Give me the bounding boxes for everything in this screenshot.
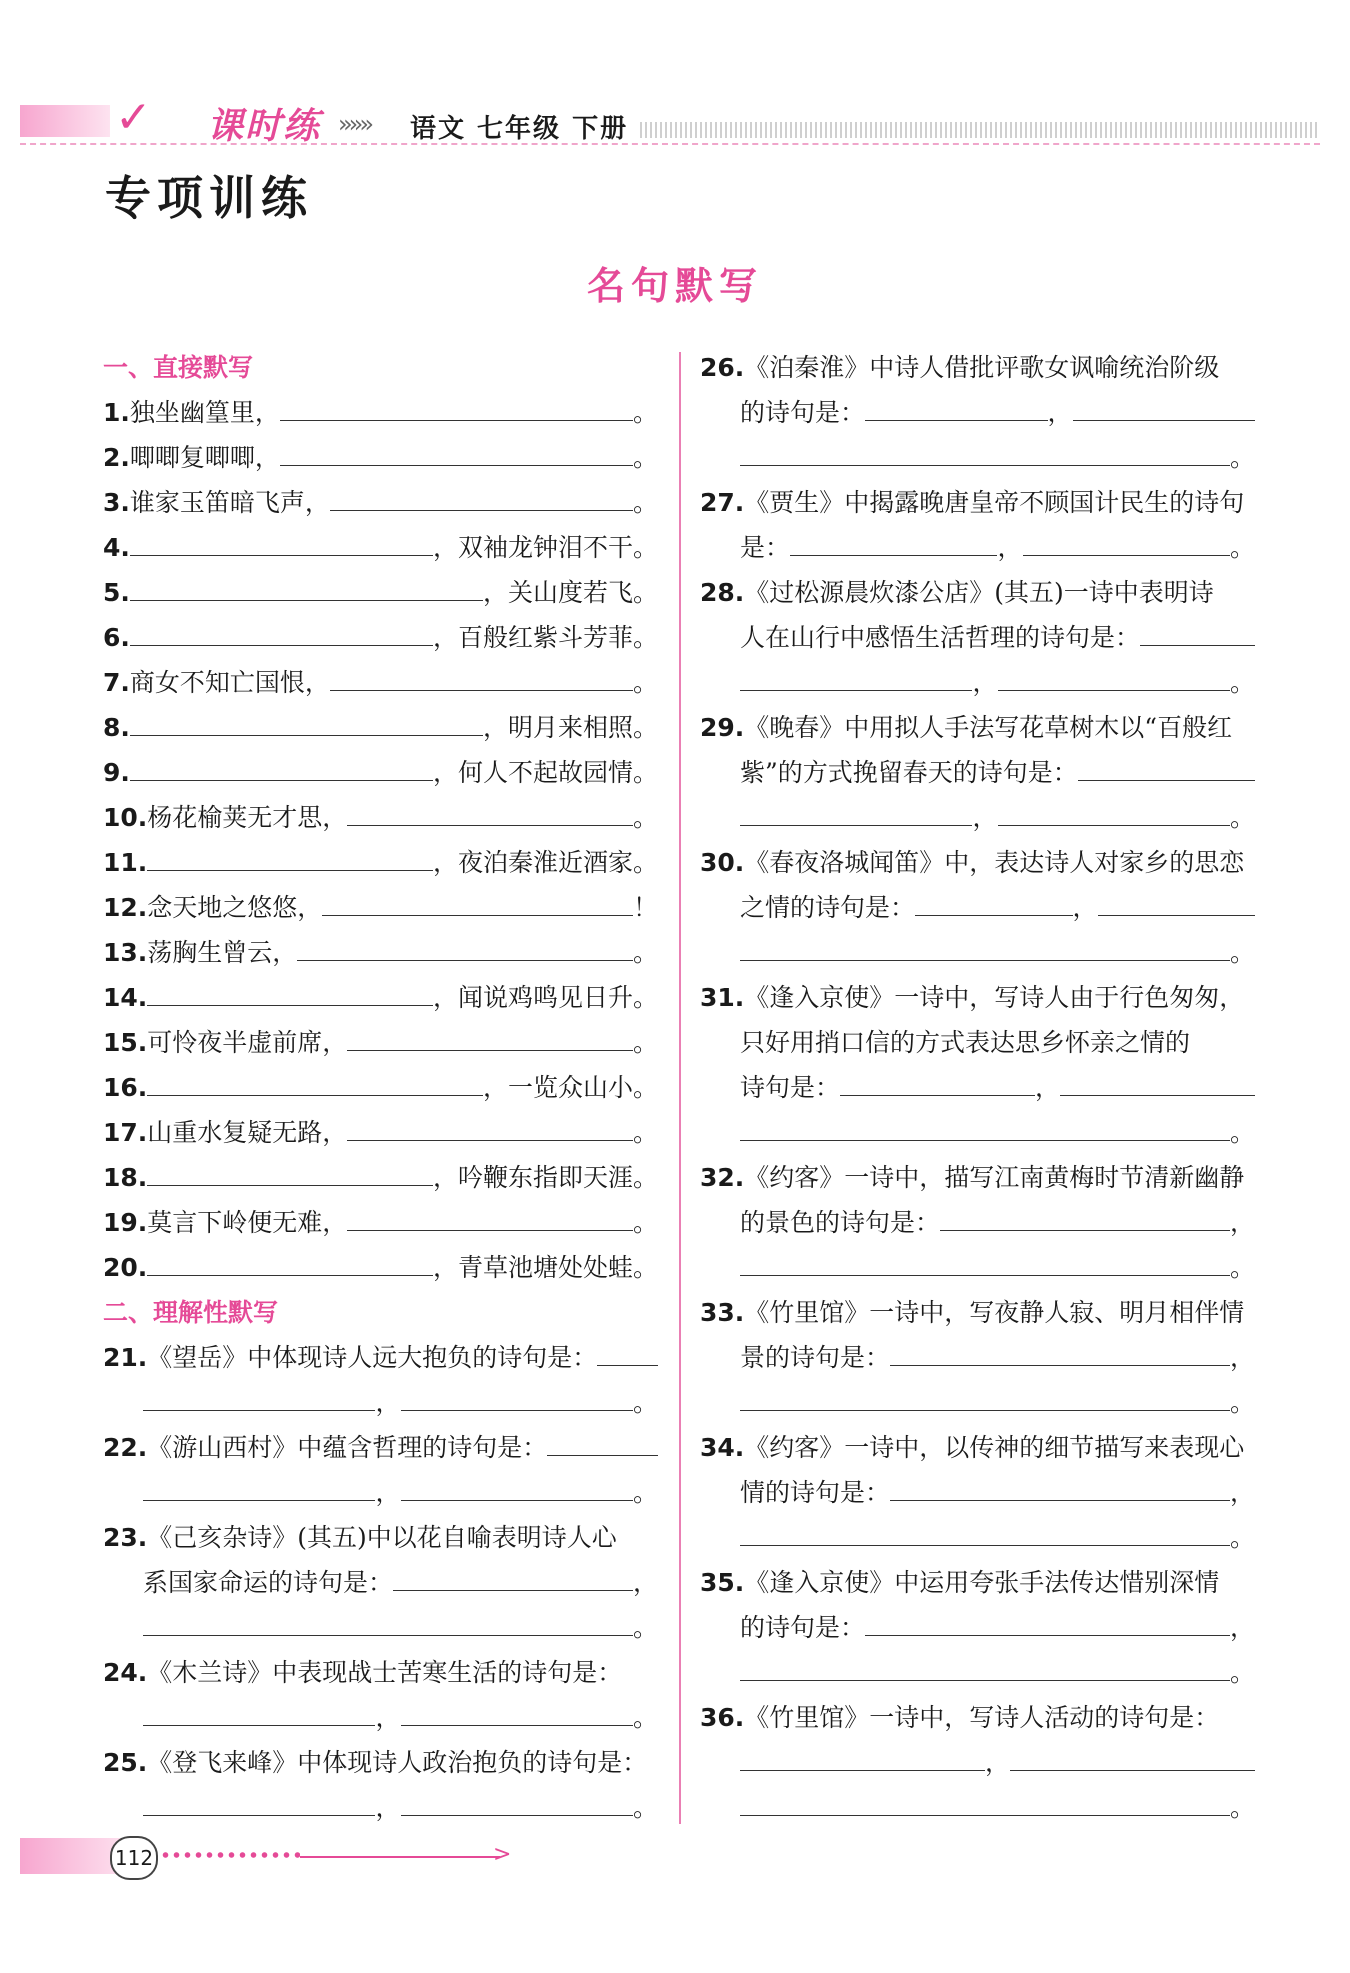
answer-blank[interactable] [740, 668, 972, 691]
question-line [103, 525, 668, 570]
question-number: 3. [103, 488, 130, 517]
question-text: 《约客》一诗中，以传神的细节描写来表现心 [744, 1433, 1245, 1462]
question-line [103, 1245, 668, 1290]
header-stripes [640, 122, 1320, 138]
question-text: 《游山西村》中蕴含哲理的诗句是： [147, 1433, 548, 1462]
brand-name: 课时练 [207, 106, 322, 147]
answer-blank[interactable] [147, 1163, 433, 1186]
question-continuation [700, 1245, 1260, 1290]
answer-blank[interactable] [130, 758, 433, 781]
question-text: 。 [1229, 1658, 1255, 1687]
question-number: 26. [700, 353, 745, 382]
question-continuation [700, 435, 1260, 480]
question-number: 6. [103, 623, 130, 652]
answer-blank[interactable] [401, 1388, 633, 1411]
question-continuation [700, 750, 1260, 795]
right-column [700, 345, 1260, 1830]
question-number: 31. [700, 983, 745, 1012]
question-line [103, 435, 668, 480]
question-text: 独坐幽篁里， [129, 398, 280, 427]
question-continuation [700, 795, 1260, 840]
footer-arrow-icon: > [493, 1842, 512, 1867]
left-column [103, 345, 668, 1830]
question-continuation [700, 525, 1260, 570]
answer-blank[interactable] [330, 488, 633, 511]
question-text: ！ [632, 893, 658, 922]
question-text: 。 [632, 443, 658, 472]
question-text: 。 [632, 1028, 658, 1057]
question-text: 。 [1229, 1523, 1255, 1552]
column-divider [679, 352, 681, 1824]
answer-blank[interactable] [790, 533, 997, 556]
question-text: ， [972, 668, 998, 697]
question-number: 11. [103, 848, 148, 877]
question-text: ，青草池塘处处蛙。 [432, 1253, 658, 1282]
question-number: 35. [700, 1568, 745, 1597]
question-line [700, 1560, 1260, 1605]
question-continuation [103, 1380, 668, 1425]
question-line [103, 615, 668, 660]
question-text: 的诗句是： [740, 398, 866, 427]
question-continuation [700, 390, 1260, 435]
question-text: 。 [632, 1613, 658, 1642]
answer-blank[interactable] [998, 668, 1230, 691]
answer-blank[interactable] [740, 1118, 1230, 1141]
answer-blank[interactable] [1073, 398, 1255, 421]
answer-blank[interactable] [143, 1478, 375, 1501]
question-text: 商女不知亡国恨， [129, 668, 330, 697]
answer-blank[interactable] [1140, 623, 1255, 646]
question-line [103, 1065, 668, 1110]
question-number: 8. [103, 713, 130, 742]
question-line [103, 1335, 668, 1380]
answer-blank[interactable] [740, 938, 1230, 961]
answer-blank[interactable] [143, 1613, 633, 1636]
question-text: 景的诗句是： [740, 1343, 891, 1372]
question-text: ，明月来相照。 [482, 713, 658, 742]
question-number: 13. [103, 938, 148, 967]
question-text: 。 [1229, 668, 1255, 697]
question-line [103, 1425, 668, 1470]
answer-blank[interactable] [740, 443, 1230, 466]
subsection-heading: 二、理解性默写 [103, 1298, 279, 1327]
page-number: 112 [110, 1836, 158, 1880]
answer-blank[interactable] [940, 1208, 1230, 1231]
question-text: 《己亥杂诗》(其五)中以花自喻表明诗人心 [147, 1523, 617, 1552]
question-continuation [700, 1785, 1260, 1830]
answer-blank[interactable] [297, 938, 633, 961]
question-line [103, 930, 668, 975]
brand-logo-icon: ✓ [115, 92, 152, 143]
question-continuation [700, 660, 1260, 705]
question-text: ， [1229, 1208, 1255, 1237]
header-band [20, 105, 110, 137]
answer-blank[interactable] [740, 1523, 1230, 1546]
answer-blank[interactable] [865, 1613, 1230, 1636]
question-continuation [700, 1380, 1260, 1425]
chevrons-icon: »»» [338, 110, 371, 138]
question-text: 《春夜洛城闻笛》中，表达诗人对家乡的思恋 [744, 848, 1245, 877]
footer-dots [160, 1852, 300, 1858]
question-number: 16. [103, 1073, 148, 1102]
answer-blank[interactable] [322, 893, 633, 916]
question-continuation [700, 1335, 1260, 1380]
question-number: 28. [700, 578, 745, 607]
question-text: 。 [632, 1208, 658, 1237]
question-continuation [700, 885, 1260, 930]
question-line [700, 1425, 1260, 1470]
answer-blank[interactable] [347, 803, 633, 826]
question-number: 1. [103, 398, 130, 427]
question-text: ，双袖龙钟泪不干。 [432, 533, 658, 562]
question-line [103, 1740, 668, 1785]
question-continuation [700, 615, 1260, 660]
question-text: 《竹里馆》一诗中，写夜静人寂、明月相伴情 [744, 1298, 1245, 1327]
question-line [700, 1155, 1260, 1200]
question-text: 念天地之悠悠， [147, 893, 323, 922]
answer-blank[interactable] [401, 1793, 633, 1816]
question-number: 33. [700, 1298, 745, 1327]
question-text: 《晚春》中用拟人手法写花草树木以“百般红 [744, 713, 1233, 742]
question-continuation [700, 1020, 1260, 1065]
question-number: 29. [700, 713, 745, 742]
answer-blank[interactable] [147, 848, 433, 871]
answer-blank[interactable] [740, 1748, 985, 1771]
question-number: 2. [103, 443, 130, 472]
question-text: 《泊秦淮》中诗人借批评歌女讽喻统治阶级 [744, 353, 1220, 382]
answer-blank[interactable] [280, 398, 633, 421]
question-text: 《逢入京使》一诗中，写诗人由于行色匆匆， [744, 983, 1245, 1012]
question-continuation [103, 1560, 668, 1605]
question-text: ， [1047, 398, 1073, 427]
question-continuation [700, 1605, 1260, 1650]
question-text: 。 [632, 398, 658, 427]
question-number: 27. [700, 488, 745, 517]
book-subject: 语文 七年级 下册 [410, 114, 629, 144]
question-line [103, 705, 668, 750]
question-line [103, 795, 668, 840]
question-text: 情的诗句是： [740, 1478, 891, 1507]
question-text: 。 [1229, 938, 1255, 967]
answer-blank[interactable] [143, 1388, 375, 1411]
question-line [103, 885, 668, 930]
question-text: 。 [1229, 803, 1255, 832]
question-text: ，一览众山小。 [482, 1073, 658, 1102]
question-line [700, 570, 1260, 615]
section-title: 名句默写 [586, 263, 763, 308]
question-line [103, 1110, 668, 1155]
answer-blank[interactable] [401, 1478, 633, 1501]
answer-blank[interactable] [915, 893, 1072, 916]
question-text: 。 [632, 1703, 658, 1732]
answer-blank[interactable] [347, 1028, 633, 1051]
question-text: 可怜夜半虚前席， [147, 1028, 348, 1057]
question-line [103, 975, 668, 1020]
question-text: 。 [632, 668, 658, 697]
question-continuation [103, 1605, 668, 1650]
question-text: 谁家玉笛暗飞声， [129, 488, 330, 517]
question-continuation [700, 1065, 1260, 1110]
answer-blank[interactable] [130, 533, 433, 556]
subsection-heading: 一、直接默写 [103, 353, 254, 382]
question-line [103, 660, 668, 705]
question-continuation [103, 1695, 668, 1740]
question-text: 。 [632, 803, 658, 832]
question-text: ， [1229, 1613, 1255, 1642]
question-text: ， [1229, 1478, 1255, 1507]
question-continuation [700, 1515, 1260, 1560]
question-number: 21. [103, 1343, 148, 1372]
question-text: ， [375, 1793, 401, 1822]
answer-blank[interactable] [740, 803, 972, 826]
question-line [103, 1515, 668, 1560]
question-text: 。 [1229, 1793, 1255, 1822]
page-title: 专项训练 [105, 171, 313, 225]
answer-blank[interactable] [147, 983, 433, 1006]
question-number: 7. [103, 668, 130, 697]
question-text: 。 [632, 1118, 658, 1147]
question-continuation [700, 1110, 1260, 1155]
answer-blank[interactable] [998, 803, 1230, 826]
question-continuation [103, 1470, 668, 1515]
question-text: 《贾生》中揭露晚唐皇帝不顾国计民生的诗句 [744, 488, 1245, 517]
question-line [103, 570, 668, 615]
question-number: 9. [103, 758, 130, 787]
question-text: 之情的诗句是： [740, 893, 916, 922]
question-number: 17. [103, 1118, 148, 1147]
question-text: 荡胸生曾云， [147, 938, 298, 967]
question-number: 34. [700, 1433, 745, 1462]
question-number: 10. [103, 803, 148, 832]
question-line [103, 840, 668, 885]
question-text: ，夜泊秦淮近酒家。 [432, 848, 658, 877]
question-number: 15. [103, 1028, 148, 1057]
question-line [103, 750, 668, 795]
question-text: ，闻说鸡鸣见日升。 [432, 983, 658, 1012]
answer-blank[interactable] [130, 578, 483, 601]
question-number: 24. [103, 1658, 148, 1687]
question-line [103, 1020, 668, 1065]
question-line [103, 480, 668, 525]
question-text: ，关山度若飞。 [482, 578, 658, 607]
question-text: 《约客》一诗中，描写江南黄梅时节清新幽静 [744, 1163, 1245, 1192]
question-text: ， [972, 803, 998, 832]
question-continuation [700, 1740, 1260, 1785]
question-text: 紫”的方式挽留春天的诗句是： [740, 758, 1078, 787]
answer-blank[interactable] [401, 1703, 633, 1726]
question-text: 莫言下岭便无难， [147, 1208, 348, 1237]
question-line [700, 705, 1260, 750]
answer-blank[interactable] [890, 1343, 1230, 1366]
question-text: 唧唧复唧唧， [129, 443, 280, 472]
question-text: ， [375, 1703, 401, 1732]
answer-blank[interactable] [740, 1658, 1230, 1681]
question-text: 山重水复疑无路， [147, 1118, 348, 1147]
question-text: 《过松源晨炊漆公店》(其五)一诗中表明诗 [744, 578, 1214, 607]
question-text: 《木兰诗》中表现战士苦寒生活的诗句是： [147, 1658, 623, 1687]
question-line [700, 480, 1260, 525]
question-text: 的景色的诗句是： [740, 1208, 941, 1237]
question-text: 杨花榆荚无才思， [147, 803, 348, 832]
question-text: ， [984, 1748, 1010, 1777]
question-text: 人在山行中感悟生活哲理的诗句是： [740, 623, 1141, 652]
question-number: 22. [103, 1433, 148, 1462]
question-text: 。 [1229, 1118, 1255, 1147]
question-text: 只好用捎口信的方式表达思乡怀亲之情的 [740, 1028, 1191, 1057]
question-number: 30. [700, 848, 745, 877]
question-text: 。 [1229, 533, 1255, 562]
answer-blank[interactable] [1060, 1073, 1255, 1096]
answer-blank[interactable] [330, 668, 633, 691]
answer-blank[interactable] [130, 713, 483, 736]
question-number: 19. [103, 1208, 148, 1237]
question-text: 《竹里馆》一诗中，写诗人活动的诗句是： [744, 1703, 1220, 1732]
question-number: 12. [103, 893, 148, 922]
question-text: ，百般红紫斗芳菲。 [432, 623, 658, 652]
answer-blank[interactable] [280, 443, 633, 466]
question-text: 。 [632, 1793, 658, 1822]
question-text: ， [375, 1388, 401, 1417]
answer-blank[interactable] [147, 1073, 483, 1096]
question-text: 《登飞来峰》中体现诗人政治抱负的诗句是： [147, 1748, 648, 1777]
question-text: 。 [632, 1388, 658, 1417]
question-text: 是： [740, 533, 791, 562]
answer-blank[interactable] [740, 1793, 1230, 1816]
question-number: 18. [103, 1163, 148, 1192]
footer-line [300, 1856, 500, 1858]
answer-blank[interactable] [1078, 758, 1255, 781]
question-number: 4. [103, 533, 130, 562]
answer-blank[interactable] [597, 1343, 658, 1366]
question-number: 25. [103, 1748, 148, 1777]
question-text: 。 [1229, 443, 1255, 472]
question-text: ， [1035, 1073, 1061, 1102]
answer-blank[interactable] [740, 1253, 1230, 1276]
question-number: 5. [103, 578, 130, 607]
answer-blank[interactable] [147, 1253, 433, 1276]
question-line [700, 345, 1260, 390]
question-line [103, 1155, 668, 1200]
question-continuation [700, 1650, 1260, 1695]
question-number: 14. [103, 983, 148, 1012]
question-text: 的诗句是： [740, 1613, 866, 1642]
question-continuation [700, 1470, 1260, 1515]
question-text: 《望岳》中体现诗人远大抱负的诗句是： [147, 1343, 598, 1372]
question-line [700, 975, 1260, 1020]
question-number: 32. [700, 1163, 745, 1192]
answer-blank[interactable] [865, 398, 1047, 421]
question-number: 36. [700, 1703, 745, 1732]
answer-blank[interactable] [1023, 533, 1230, 556]
question-line [700, 1695, 1260, 1740]
question-text: ，何人不起故园情。 [432, 758, 658, 787]
question-line [103, 390, 668, 435]
answer-blank[interactable] [347, 1208, 633, 1231]
question-text: 。 [632, 938, 658, 967]
question-text: ， [1229, 1343, 1255, 1372]
question-line [700, 1290, 1260, 1335]
question-text: 。 [632, 488, 658, 517]
question-line [103, 1650, 668, 1695]
question-text: ， [375, 1478, 401, 1507]
question-line [103, 1200, 668, 1245]
question-line [700, 840, 1260, 885]
answer-blank[interactable] [143, 1793, 375, 1816]
question-number: 23. [103, 1523, 148, 1552]
question-text: 。 [632, 1478, 658, 1507]
answer-blank[interactable] [347, 1118, 633, 1141]
answer-blank[interactable] [393, 1568, 633, 1591]
question-text: ，吟鞭东指即天涯。 [432, 1163, 658, 1192]
answer-blank[interactable] [1098, 893, 1255, 916]
answer-blank[interactable] [890, 1478, 1230, 1501]
question-text: 诗句是： [740, 1073, 841, 1102]
question-continuation [103, 1785, 668, 1830]
question-text: ， [1072, 893, 1098, 922]
question-text: 《逢入京使》中运用夸张手法传达惜别深情 [744, 1568, 1220, 1597]
question-continuation [700, 930, 1260, 975]
answer-blank[interactable] [143, 1703, 375, 1726]
question-text: 。 [1229, 1253, 1255, 1282]
answer-blank[interactable] [547, 1433, 658, 1456]
answer-blank[interactable] [740, 1388, 1230, 1411]
question-text: ， [997, 533, 1023, 562]
question-number: 20. [103, 1253, 148, 1282]
question-continuation [700, 1200, 1260, 1245]
question-text: 。 [1229, 1388, 1255, 1417]
question-text: 系国家命运的诗句是： [143, 1568, 394, 1597]
answer-blank[interactable] [1010, 1748, 1255, 1771]
question-text: ， [632, 1568, 658, 1597]
answer-blank[interactable] [840, 1073, 1035, 1096]
answer-blank[interactable] [130, 623, 433, 646]
